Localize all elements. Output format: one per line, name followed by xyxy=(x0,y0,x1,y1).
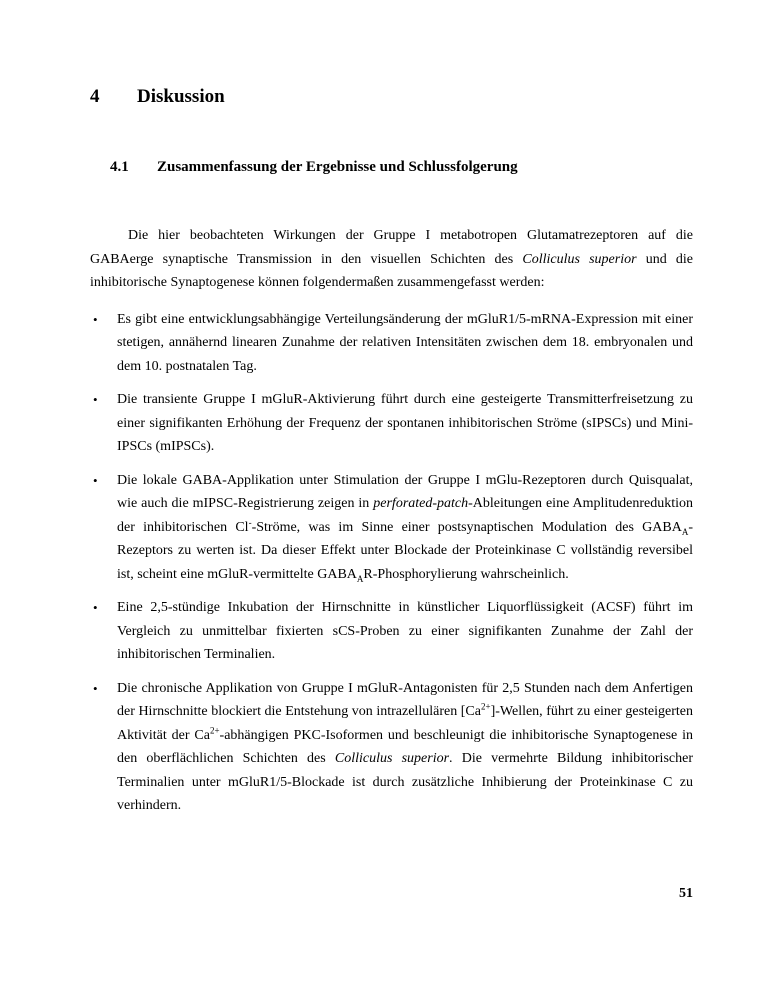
list-item-text: Es gibt eine entwicklungsabhängige Verteilungsänderung der mGluR1/5-mRNA-Expression mit einer stetigen, annähernd linearen Zunahme der relativen Intensitäten zwischen dem 18. embryonalen und dem 10. postnatalen Tag. xyxy=(117,311,693,374)
section-title: Diskussion xyxy=(137,86,225,107)
section-number: 4 xyxy=(90,86,100,107)
bullet-icon: • xyxy=(93,680,98,696)
bullet-list xyxy=(90,308,693,818)
list-item xyxy=(90,388,693,459)
list-item xyxy=(90,596,693,667)
bullet-icon: • xyxy=(93,600,98,615)
intro-paragraph: Die hier beobachteten Wirkungen der Gruppe I metabotropen Glutamatrezeptoren auf die GABAerge synaptische Transmission in den visuellen Schichten des Colliculus superior und die inhibitorische Synaptogenese können folgendermaßen zusammengefasst werden: xyxy=(90,228,693,290)
list-item-text: Die chronische Applikation von Gruppe I mGluR-Antagonisten für 2,5 Stunden nach dem Anfertigen der Hirnschnitte blockiert die Entstehung von intrazellulären $[Ca^{2+}]$-Wellen, führt zu einer gesteigerten Aktivität der $Ca^{2+}$-abhängigen PKC-Isoformen und beschleunigt die inhibitorische Synaptogenese in den oberflächlichen Schichten des Colliculus superior. Die vermehrte Bildung inhibitorischer Terminalien unter mGluR1/5-Blockade ist durch zusätzliche Inhibierung der Proteinkinase C zu verhindern. xyxy=(117,680,694,813)
bullet-icon: • xyxy=(93,311,98,327)
bullet-icon: • xyxy=(93,392,98,407)
page-number: 51 xyxy=(679,886,693,901)
list-item xyxy=(90,469,693,587)
subsection-title: Zusammenfassung der Ergebnisse und Schlussfolgerung xyxy=(157,159,518,175)
section-heading xyxy=(90,86,693,108)
bullet-icon: • xyxy=(93,472,98,488)
subsection-number: 4.1 xyxy=(110,159,129,175)
subsection-heading xyxy=(110,158,693,177)
list-item xyxy=(90,308,693,379)
list-item-text: Die lokale GABA-Applikation unter Stimulation der Gruppe I mGlu-Rezeptoren durch Quisqualat, wie auch die mIPSC-Registrierung zeigen in perforated-patch-Ableitungen eine Amplitudenreduktion der inhibitorischen Cl--Ströme, was im Sinne einer postsynaptischen Modulation des $GABA_A$-Rezeptors zu werten ist. Da dieser Effekt unter Blockade der Proteinkinase C vollständig reversibel ist, scheint eine mGluR-vermittelte $GABA_AR$-Phosphorylierung wahrscheinlich. xyxy=(117,472,694,584)
list-item-text: Die transiente Gruppe I mGluR-Aktivierung führt durch eine gesteigerte Transmitterfreisetzung zu einer signifikanten Erhöhung der Frequenz der spontanen inhibitorischen Ströme (sIPSCs) und Mini-IPSCs (mIPSCs). xyxy=(117,392,693,454)
list-item-text: Eine 2,5-stündige Inkubation der Hirnschnitte in künstlicher Liquorflüssigkeit (ACSF) führt im Vergleich zu unmittelbar fixierten sCS-Proben zu einer signifikanten Zunahme der Zahl der inhibitorischen Terminalien. xyxy=(117,600,693,662)
list-item xyxy=(90,677,693,818)
